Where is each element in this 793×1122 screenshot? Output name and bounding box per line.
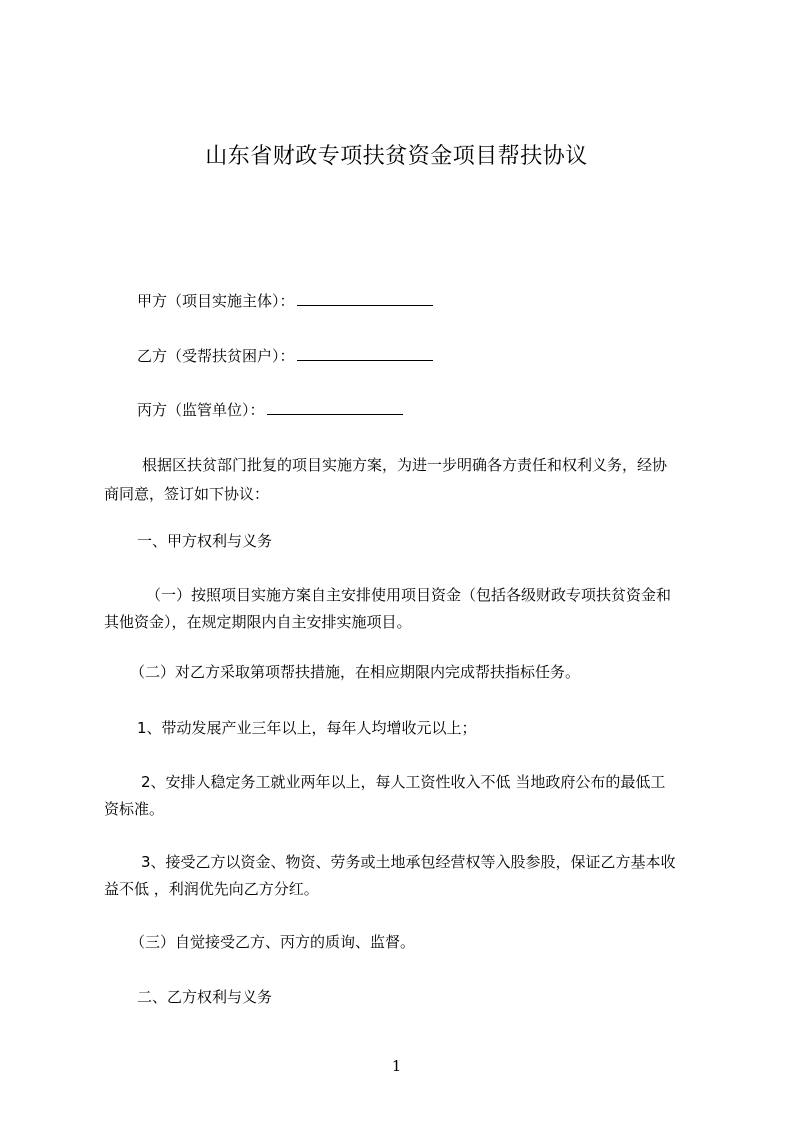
intro-line-2: 商同意，签订如下协议： [104,485,270,503]
party-b-label: 乙方（受帮扶贫困户）： [137,347,295,365]
party-a-label: 甲方（项目实施主体）： [137,292,295,310]
item-3-line-1: 3、接受乙方以资金、物资、劳务或土地承包经营权等入股参股，保证乙方基本收 [141,853,676,871]
party-a-blank[interactable] [297,287,433,306]
clause-1-line-2: 其他资金），在规定期限内自主安排实施项目。 [104,613,412,631]
document-title: 山东省财政专项扶贫资金项目帮扶协议 [205,144,588,169]
section-1-heading: 一、甲方权利与义务 [137,532,273,550]
party-c-blank[interactable] [267,396,403,415]
page-number: 1 [391,1057,402,1075]
item-1: 1、带动发展产业三年以上，每年人均增收元以上； [137,719,477,737]
item-2-line-1: 2、安排人稳定务工就业两年以上，每人工资性收入不低 当地政府公布的最低工 [141,773,666,791]
party-b-blank[interactable] [297,342,433,361]
clause-2: （二）对乙方采取第项帮扶措施，在相应期限内完成帮扶指标任务。 [130,663,581,681]
section-2-heading: 二、乙方权利与义务 [137,988,273,1006]
party-b-line [137,340,433,372]
party-a-line [137,285,433,317]
party-c-label: 丙方（监管单位）： [137,401,265,419]
clause-1-line-1: （一）按照项目实施方案自主安排使用项目资金（包括各级财政专项扶贫资金和 [146,586,672,604]
item-3-line-2: 益不低 ，利润优先向乙方分红。 [104,880,319,898]
clause-3: （三）自觉接受乙方、丙方的质询、监督。 [130,933,416,951]
intro-line-1: 根据区扶贫部门批复的项目实施方案，为进一步明确各方责任和权利义务，经协 [142,456,668,474]
party-c-line [137,394,403,426]
item-2-line-2: 资标准。 [104,800,165,818]
